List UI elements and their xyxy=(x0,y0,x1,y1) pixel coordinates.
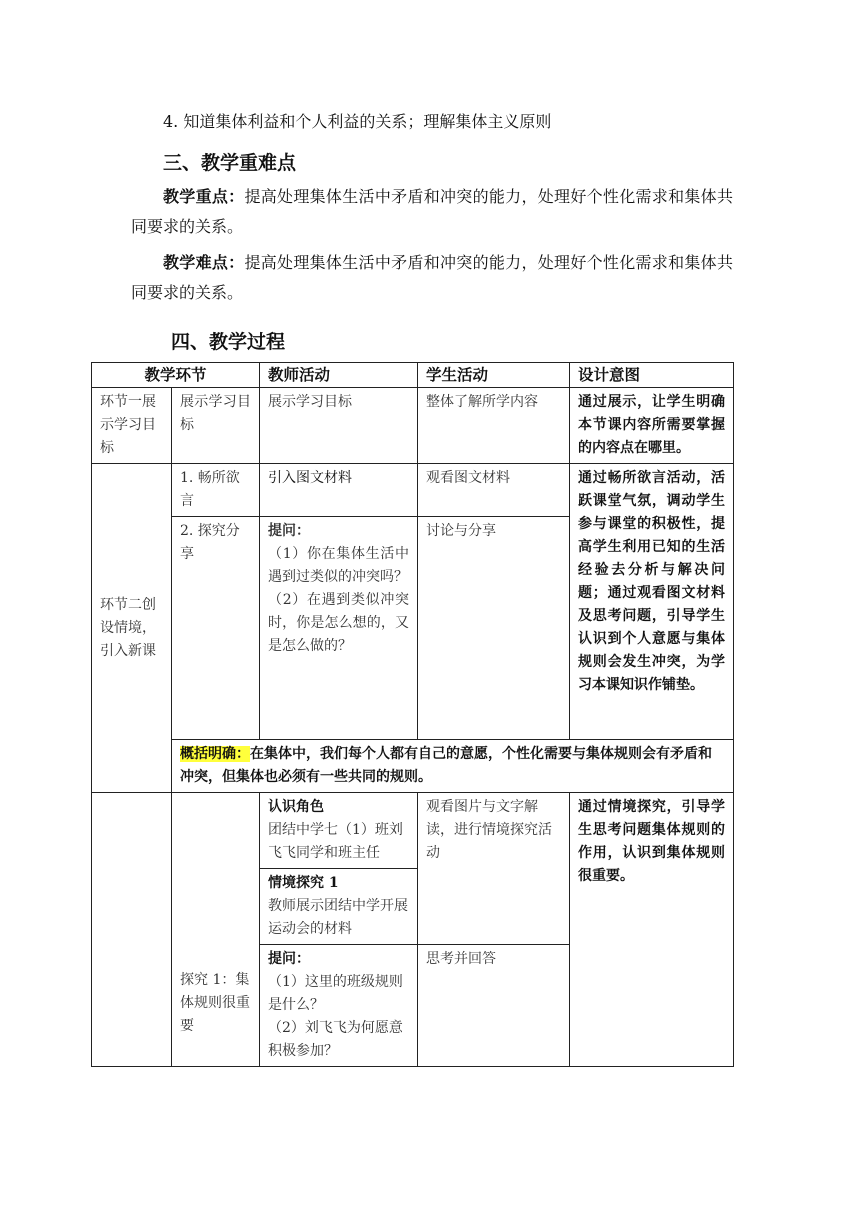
stage3-teacher-b xyxy=(260,869,418,945)
stage2-teacher2-q2: （2）在遇到类似冲突时，你是怎么想的，又是怎么做的？ xyxy=(268,592,410,654)
stage3-teacher-c xyxy=(260,945,418,1067)
stage3-student-b: 思考并回答 xyxy=(418,945,570,1067)
stage2-teacher1: 引入图文材料 xyxy=(260,464,418,517)
stage2-summary-text: 在集体中，我们每个人都有自己的意愿，个性化需要与集体规则会有矛盾和冲突，但集体也必须有一些共同的规则。 xyxy=(180,746,712,785)
stage1-intent: 通过展示，让学生明确本节课内容所需要掌握的内容点在哪里。 xyxy=(570,388,734,464)
stage2-intent: 通过畅所欲言活动，活跃课堂气氛，调动学生参与课堂的积极性，提高学生利用已知的生活经验去分析与解决问题；通过观看图文材料及思考问题，引导学生认识到个人意愿与集体规则会发生冲突，为学习本课知识作铺垫。 xyxy=(570,464,734,740)
table-row xyxy=(92,793,734,869)
difficult-point xyxy=(131,248,733,308)
stage3-teacher-b-text: 教师展示团结中学开展运动会的材料 xyxy=(268,898,409,937)
lesson-table xyxy=(91,362,734,1067)
header-student: 学生活动 xyxy=(418,363,570,388)
stage2-teacher2-label: 提问： xyxy=(268,523,311,539)
stage2-summary xyxy=(172,740,734,793)
stage1-sub: 展示学习目标 xyxy=(172,388,260,464)
key-point-text: 提高处理集体生活中矛盾和冲突的能力，处理好个性化需求和集体共同要求的关系。 xyxy=(131,187,733,236)
header-intent: 设计意图 xyxy=(570,363,734,388)
header-stage: 教学环节 xyxy=(92,363,260,388)
stage2-sub1: 1. 畅所欲言 xyxy=(172,464,260,517)
header-teacher: 教师活动 xyxy=(260,363,418,388)
stage2-teacher2 xyxy=(260,517,418,740)
stage3-teacher-c-label: 提问： xyxy=(268,951,311,967)
section3-title: 三、教学重难点 xyxy=(163,152,297,174)
objective-4: 4. 知道集体利益和个人利益的关系；理解集体主义原则 xyxy=(163,112,552,131)
stage3-teacher-c-q1: （1）这里的班级规则是什么？ xyxy=(268,974,403,1013)
stage3-teacher-a-text: 团结中学七（1）班刘飞飞同学和班主任 xyxy=(268,822,403,861)
stage3-teacher-a-label: 认识角色 xyxy=(268,799,325,815)
stage2-summary-label: 概括明确： xyxy=(180,746,250,762)
stage1-teacher: 展示学习目标 xyxy=(260,388,418,464)
stage3-intent: 通过情境探究，引导学生思考问题集体规则的作用，认识到集体规则很重要。 xyxy=(570,793,734,1067)
difficult-point-label: 教学难点： xyxy=(163,253,245,272)
stage1-name: 环节一展示学习目标 xyxy=(92,388,172,464)
stage1-student: 整体了解所学内容 xyxy=(418,388,570,464)
stage2-teacher2-q1: （1）你在集体生活中遇到过类似的冲突吗？ xyxy=(268,546,410,585)
stage2-sub2: 2. 探究分享 xyxy=(172,517,260,740)
table-row xyxy=(92,464,734,517)
stage2-student1: 观看图文材料 xyxy=(418,464,570,517)
stage3-name-cell xyxy=(92,793,172,1067)
stage3-teacher-b-label: 情境探究 1 xyxy=(268,875,339,891)
stage3-sub: 探究 1：集体规则很重要 xyxy=(172,793,260,1067)
key-point xyxy=(131,182,733,242)
stage2-student2: 讨论与分享 xyxy=(418,517,570,740)
table-row xyxy=(92,388,734,464)
section4-title: 四、教学过程 xyxy=(171,331,286,353)
stage3-teacher-a xyxy=(260,793,418,869)
table-row xyxy=(92,740,734,793)
table-header-row xyxy=(92,363,734,388)
stage2-name: 环节二创设情境，引入新课 xyxy=(92,464,172,793)
stage3-student-a: 观看图片与文字解读，进行情境探究活动 xyxy=(418,793,570,945)
stage3-teacher-c-q2: （2）刘飞飞为何愿意积极参加？ xyxy=(268,1020,403,1059)
key-point-label: 教学重点： xyxy=(163,187,245,206)
difficult-point-text: 提高处理集体生活中矛盾和冲突的能力，处理好个性化需求和集体共同要求的关系。 xyxy=(131,253,733,302)
